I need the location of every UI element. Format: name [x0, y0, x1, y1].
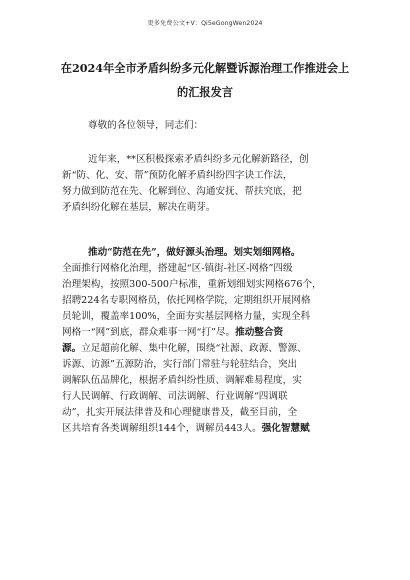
text-run: 网格一“网”到底，群众难事一网“打”尽。: [62, 327, 236, 338]
document-title-line-2: 的汇报发言: [177, 85, 233, 99]
section-heading-inline: 源。: [62, 343, 82, 354]
paragraph-line: 矛盾纠纷化解在基层，解决在萌芽。: [62, 202, 216, 213]
paragraph-line: 努力做到防范在先、化解到位、沟通安抚、帮扶究底，把: [62, 186, 302, 197]
section-heading-inline: 强化智慧赋: [261, 423, 310, 434]
paragraph-line: 诉源、访源”五源防治，实行部门常驻与轮驻结合，突出: [62, 359, 298, 370]
paragraph-line: [62, 341, 362, 357]
text-run: 立足超前化解、集中化解，围绕“社源、政源、警源、: [81, 343, 307, 354]
paragraph-prevention: [62, 245, 362, 437]
paragraph-line: 治理架构，按照300-500户标准，重新划细划实网格676个，: [62, 279, 322, 290]
paragraph-line: 行人民调解、行政调解、司法调解、行业调解“四调联: [62, 391, 288, 402]
paragraph-line: [62, 325, 362, 341]
paragraph-line: 员轮训，覆盖率100%，全面夯实基层网格力量，实现全科: [62, 311, 311, 322]
text-run: 区共培育各类调解组织144个，调解员443人。: [62, 423, 262, 434]
paragraph-line: 动”，扎实开展法律普及和心理健康普及，截至目前，全: [62, 407, 298, 418]
section-heading-inline: 推动整合资: [235, 327, 284, 338]
paragraph-line: 调解队伍品牌化，根据矛盾纠纷性质、调解难易程度，实: [62, 375, 302, 386]
paragraph-line: 招聘224名专职网格员，依托网格学院，定期组织开展网格: [62, 295, 311, 306]
salutation: 尊敬的各位领导，同志们：: [88, 120, 204, 131]
paragraph-line: 全面推行网格化治理，搭建起“区-镇街-社区-网格”四级: [62, 263, 293, 274]
section-heading: 推动“防范在先”，做好源头治理。划实划细网格。: [88, 247, 301, 258]
paragraph-intro: [62, 152, 362, 216]
document-title-line-1: 在2024年全市矛盾纠纷多元化解暨诉源治理工作推进会上: [60, 61, 350, 75]
paragraph-line: 新“防、化、安、帮”预防化解矛盾纠纷四字诀工作法，: [62, 170, 293, 181]
paragraph-line: [62, 421, 362, 437]
paragraph-line: 近年来，**区积极探索矛盾纠纷多元化解新路径，创: [88, 154, 309, 165]
header-note: 更多免费公文+V：Qi5eGongWen2024: [147, 20, 263, 27]
